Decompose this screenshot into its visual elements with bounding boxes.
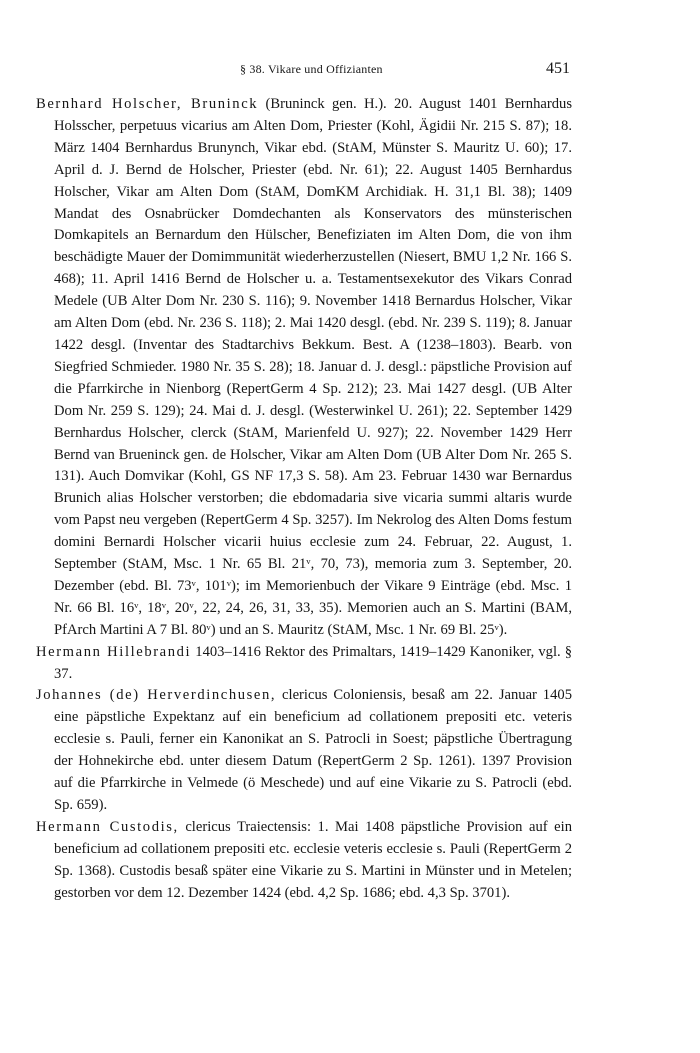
running-head: § 38. Vikare und Offizianten xyxy=(240,62,383,76)
page-number: 451 xyxy=(546,60,570,77)
page-header xyxy=(240,60,570,78)
entry-name: Bernhard Holscher, Bruninck xyxy=(36,96,259,112)
entry-text: clericus Coloniensis, besaß am 22. Januar 1405 eine päpstliche Expektanz auf ein beneficium ad collationem prepositi etc. veteris ecclesie s. Pauli, ferner ein Kanonikat an S. Patrocli in Soest; päpstliche Übertragung der Hohnekirche ebd. unter diesem Datum (RepertGerm 2 Sp. 1261). 1397 Provision auf die Pfarrkirche in Velmede (ö Meschede) und auf eine Vikarie zu S. Patrocli (ebd. Sp. 659). xyxy=(54,687,572,813)
entry-name: Hermann Custodis, xyxy=(36,818,179,835)
entry-name: Hermann Hillebrandi xyxy=(36,643,192,660)
entry-text: clericus Traiectensis: 1. Mai 1408 päpstliche Provision auf ein beneficium ad collationem prepositi etc. ecclesie veteris ecclesie s. Pauli (RepertGerm 2 Sp. 1368). Custodis besaß später eine Vikarie zu S. Martini in Münster und in Metelen; gestorben vor dem 12. Dezember 1424 (ebd. 4,2 Sp. 1686; ebd. 4,3 Sp. 3701). xyxy=(54,818,572,901)
entry-bernhard-holscher xyxy=(36,94,572,642)
entry-hermann-hillebrandi xyxy=(36,642,572,686)
entry-johannes-herverdinchusen xyxy=(36,685,572,816)
entry-hermann-custodis xyxy=(36,817,572,905)
entry-text: (Bruninck gen. H.). 20. August 1401 Bernhardus Holsscher, perpetuus vicarius am Alten Dom, Priester (Kohl, Ägidii Nr. 215 S. 87); 18. März 1404 Bernhardus Brunynch, Vikar ebd. (StAM, Münster S. Mauritz U. 60); 17. April d. J. Bernd de Holscher, Priester (ebd. Nr. 61); 22. August 1405 Bernhardus Holscher, Vikar am Alten Dom (StAM, DomKM Archidiak. H. 31,1 Bl. 38); 1409 Mandat des Osnabrücker Domdechanten als Konservators des münsterischen Domkapitels an Bernardum den Hülscher, Benefiziaten im Alten Dom, die von ihm beschädigte Mauer der Domimmunität wiederherzustellen (Niesert, BMU 1,2 Nr. 166 S. 468); 11. April 1416 Bernd de Holscher u. a. Testamentsexekutor des Vikars Conrad Medele (UB Alter Dom Nr. 230 S. 116); 9. November 1418 Bernardus Holscher, Vikar am Alten Dom (ebd. Nr. 236 S. 118); 2. Mai 1420 desgl. (ebd. Nr. 239 S. 119); 8. Januar 1422 desgl. (Inventar des Stadtarchivs Bekkum. Best. A (1238–1803). Bearb. von Siegfried Schmieder. 1980 Nr. 35 S. 28); 18. Januar d. J. desgl.: päpstliche Provision auf die Pfarrkirche in Nienborg (RepertGerm 4 Sp. 212); 23. Mai 1427 desgl. (UB Alter Dom Nr. 259 S. 129); 24. Mai d. J. desgl. (Westerwinkel U. 261); 22. September 1429 Bernhardus Holscher, clerck (StAM, Marienfeld U. 927); 22. November 1429 Herr Bernd van Brueninck gen. de Holscher, Vikar am Alten Dom (UB Alter Dom Nr. 265 S. 131). Auch Domvikar (Kohl, GS NF 17,3 S. 58). Am 23. Februar 1430 war Bernardus Brunich alias Holscher verstorben; die ebdomadaria sive vicaria summi altaris wurde vom Papst neu vergeben (RepertGerm 4 Sp. 3257). Im Nekrolog des Alten Doms festum domini Bernardi Holscher vicarii huius ecclesie zum 24. Februar, 22. August, 1. September (StAM, Msc. 1 Nr. 65 Bl. 21ᵛ, 70, 73), memoria zum 3. September, 20. Dezember (ebd. Bl. 73ᵛ, 101ᵛ); im Memorienbuch der Vikare 9 Einträge (ebd. Msc. 1 Nr. 66 Bl. 16ᵛ, 18ᵛ, 20ᵛ, 22, 24, 26, 31, 33, 35). Memorien auch an S. Martini (BAM, PfArch Martini A 7 Bl. 80ᵛ) und an S. Mauritz (StAM, Msc. 1 Nr. 69 Bl. 25ᵛ). xyxy=(54,96,572,638)
page-body xyxy=(36,94,572,905)
entry-text: 1403–1416 Rektor des Primaltars, 1419–1429 Kanoniker, vgl. § 37. xyxy=(54,643,573,682)
entry-name: Johannes (de) Herverdinchusen, xyxy=(36,687,277,704)
